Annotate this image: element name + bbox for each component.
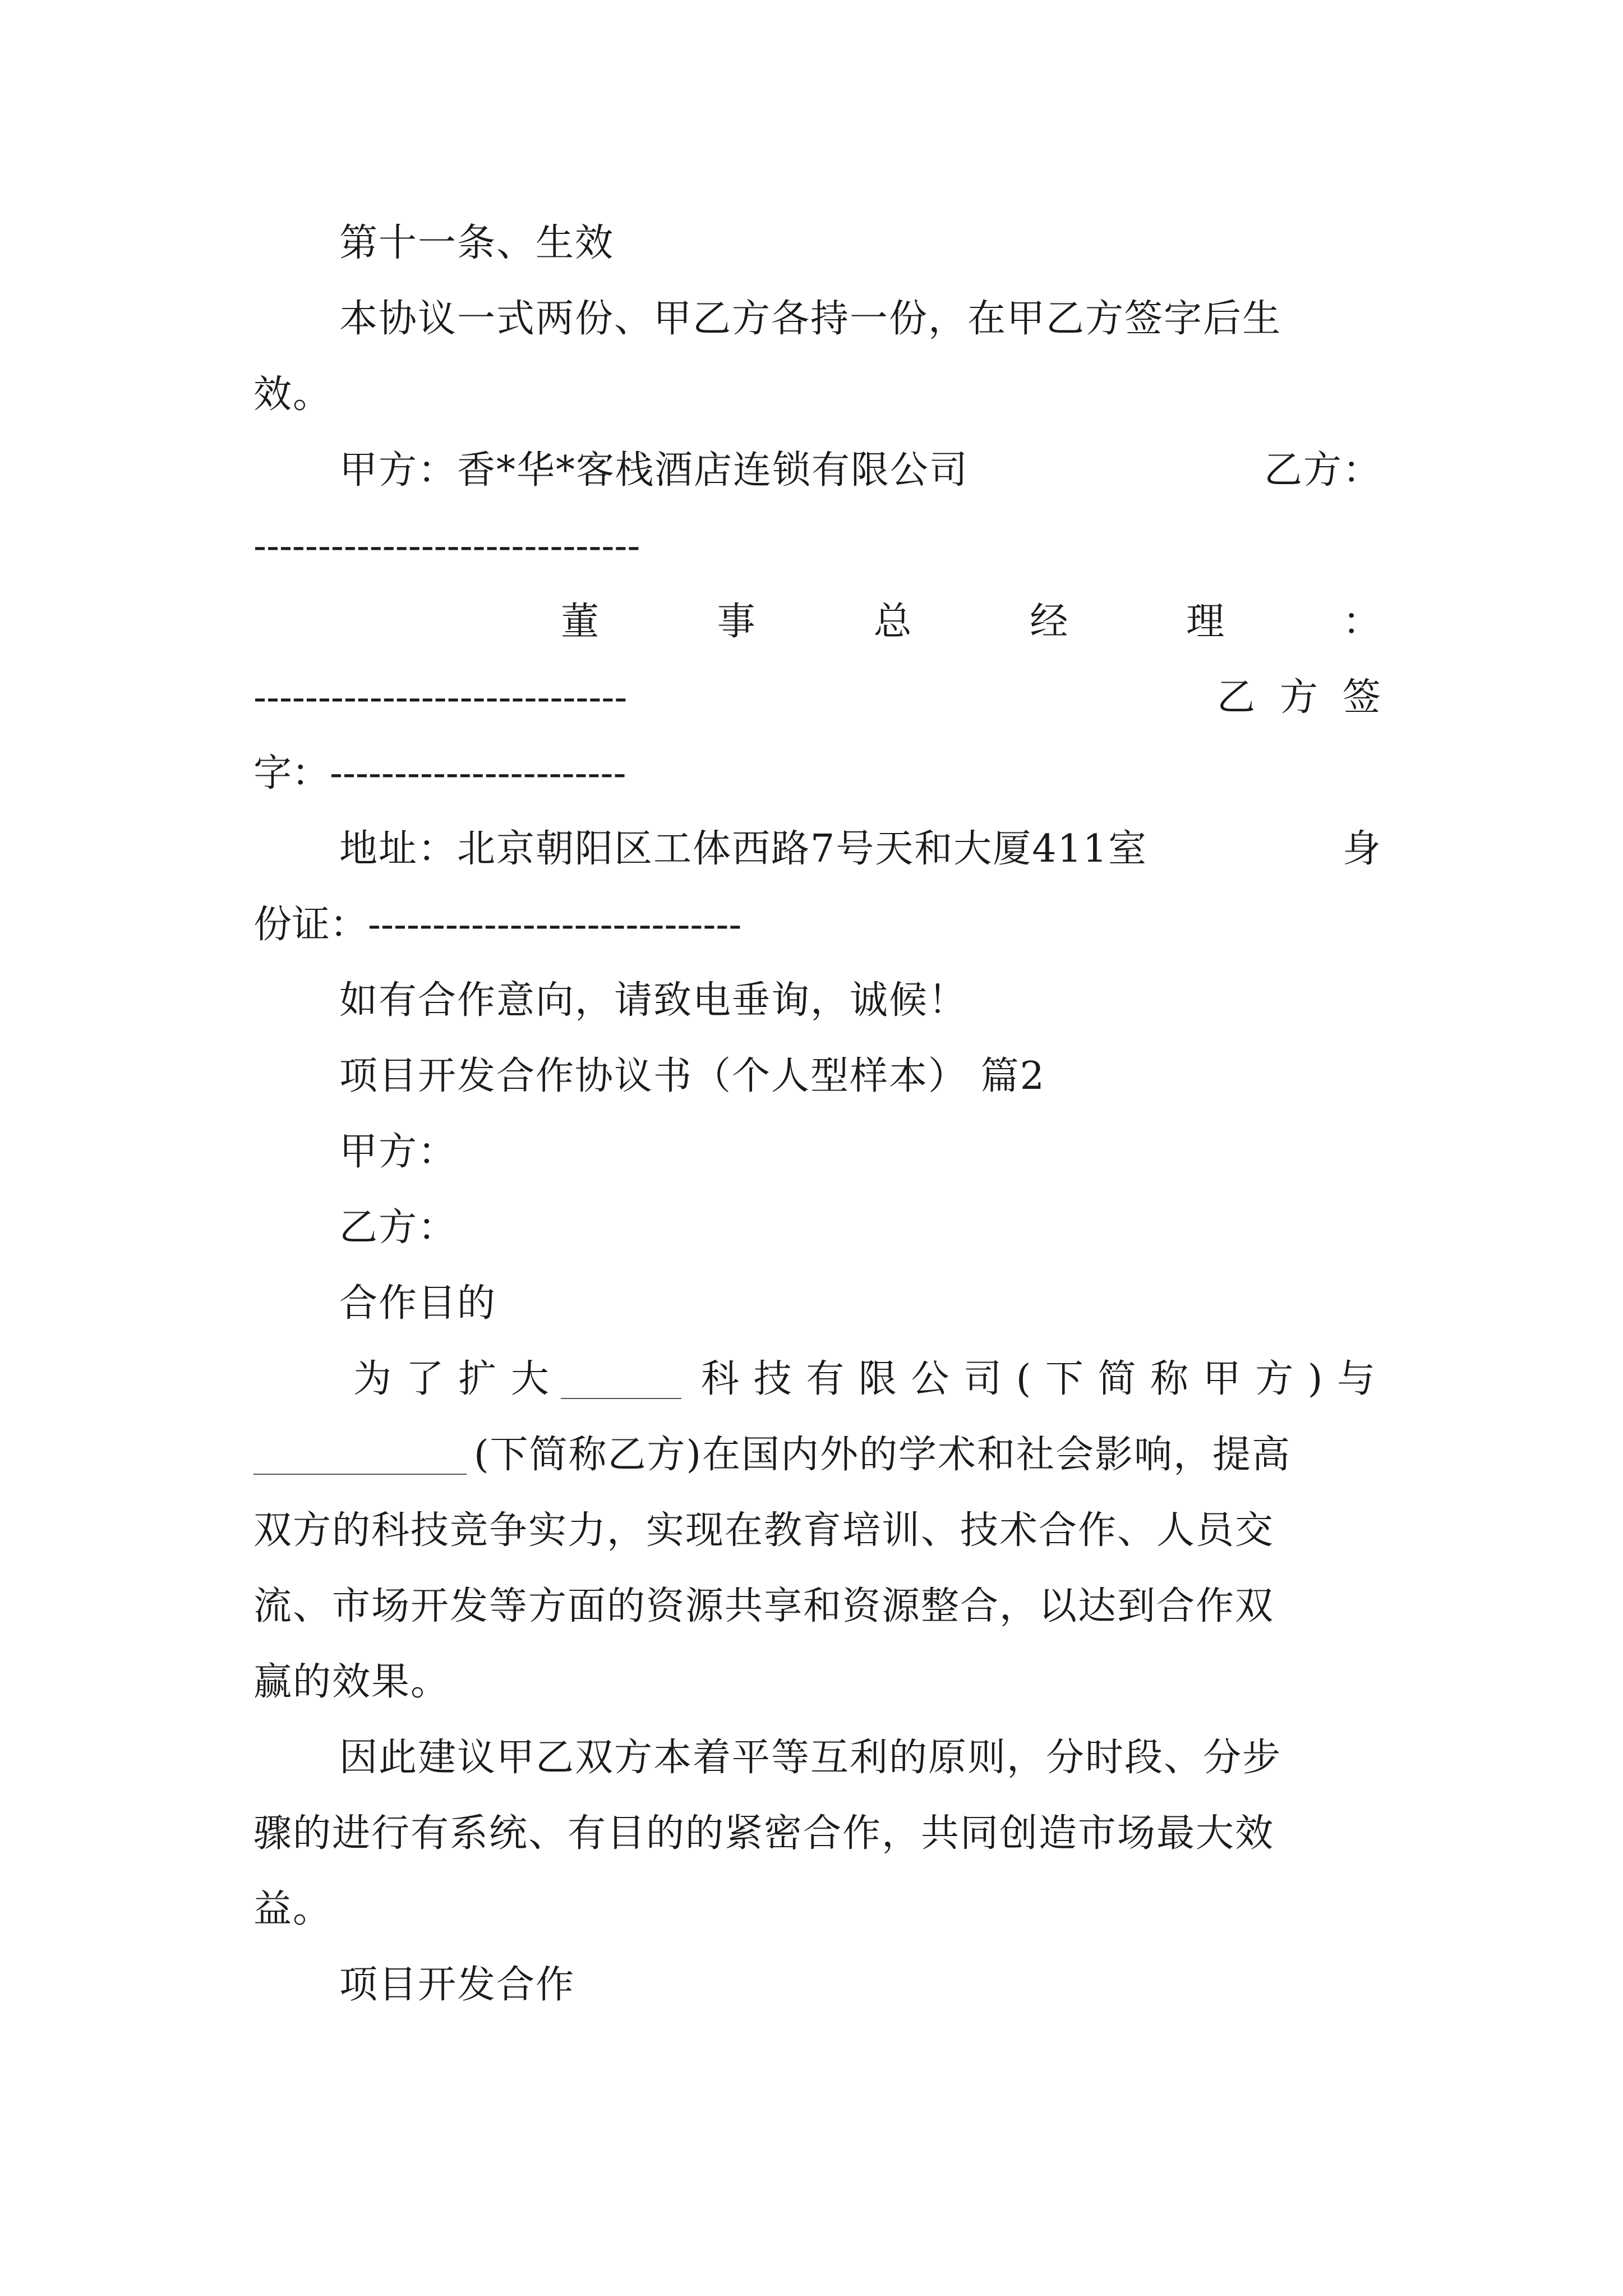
purpose-line-3: 双方的科技竞争实力，实现在教育培训、技术合作、人员交: [253, 1508, 1275, 1553]
id-card-label-start: 身: [1342, 827, 1382, 871]
party-b-signature-line: ------------------------------: [253, 524, 640, 568]
purpose-line-4: 流、市场开发等方面的资源共享和资源整合，以达到合作双: [253, 1584, 1275, 1628]
contact-note: 如有合作意向，请致电垂询，诚候！: [339, 978, 968, 1023]
id-card-line: 份证：-----------------------------: [253, 903, 742, 947]
purpose-line-1-start: 为 了 扩 大: [353, 1357, 550, 1401]
part-2-party-a: 甲方：: [339, 1130, 458, 1174]
director-char: 理: [1186, 600, 1226, 644]
address: 地址：北京朝阳区工体西路7号天和大厦411室: [339, 827, 1148, 871]
project-development-heading: 项目开发合作: [339, 1963, 575, 2007]
party-b-sign-char: 乙: [1217, 675, 1257, 720]
principle-line-3: 益。: [253, 1887, 333, 1931]
party-b-sign-label: [1217, 675, 1382, 720]
article-11-body-line-1: 本协议一式两份、甲乙方各持一份，在甲乙方签字后生: [339, 297, 1282, 341]
purpose-line-5: 赢的效果。: [253, 1660, 450, 1704]
party-b-sign-char: 方: [1279, 675, 1319, 720]
purpose-line-1-end: 科 技 有 限 公 司 ( 下 简 称 甲 方 ) 与: [701, 1357, 1377, 1401]
party-b-name-blank: [253, 1473, 467, 1475]
purpose-line-2: (下简称乙方)在国内外的学术和社会影响，提高: [474, 1433, 1292, 1477]
principle-line-1: 因此建议甲乙双方本着平等互利的原则，分时段、分步: [339, 1736, 1282, 1780]
party-b-sign-char: 签: [1342, 675, 1382, 720]
part-2-party-b: 乙方：: [339, 1205, 458, 1250]
part-2-title: 项目开发合作协议书（个人型样本） 篇2: [339, 1054, 1045, 1098]
director-char: 事: [717, 600, 757, 644]
purpose-heading: 合作目的: [339, 1281, 497, 1326]
director-char: 总: [873, 600, 913, 644]
company-name-blank: [561, 1397, 681, 1399]
article-11-heading: 第十一条、生效: [339, 221, 615, 265]
director-char: ：: [1342, 600, 1382, 644]
principle-line-2: 骤的进行有系统、有目的的紧密合作，共同创造市场最大效: [253, 1811, 1275, 1856]
director-char: 董: [561, 600, 601, 644]
director-signature-line: -----------------------------: [253, 675, 628, 720]
article-11-body-line-2: 效。: [253, 372, 333, 417]
party-b-sign-line: 字：-----------------------: [253, 751, 626, 795]
director-char: 经: [1030, 600, 1069, 644]
director-label: [561, 600, 1382, 644]
party-b-label: 乙方：: [1264, 448, 1382, 493]
party-a-label: 甲方：香*华*客栈酒店连锁有限公司: [339, 448, 969, 493]
